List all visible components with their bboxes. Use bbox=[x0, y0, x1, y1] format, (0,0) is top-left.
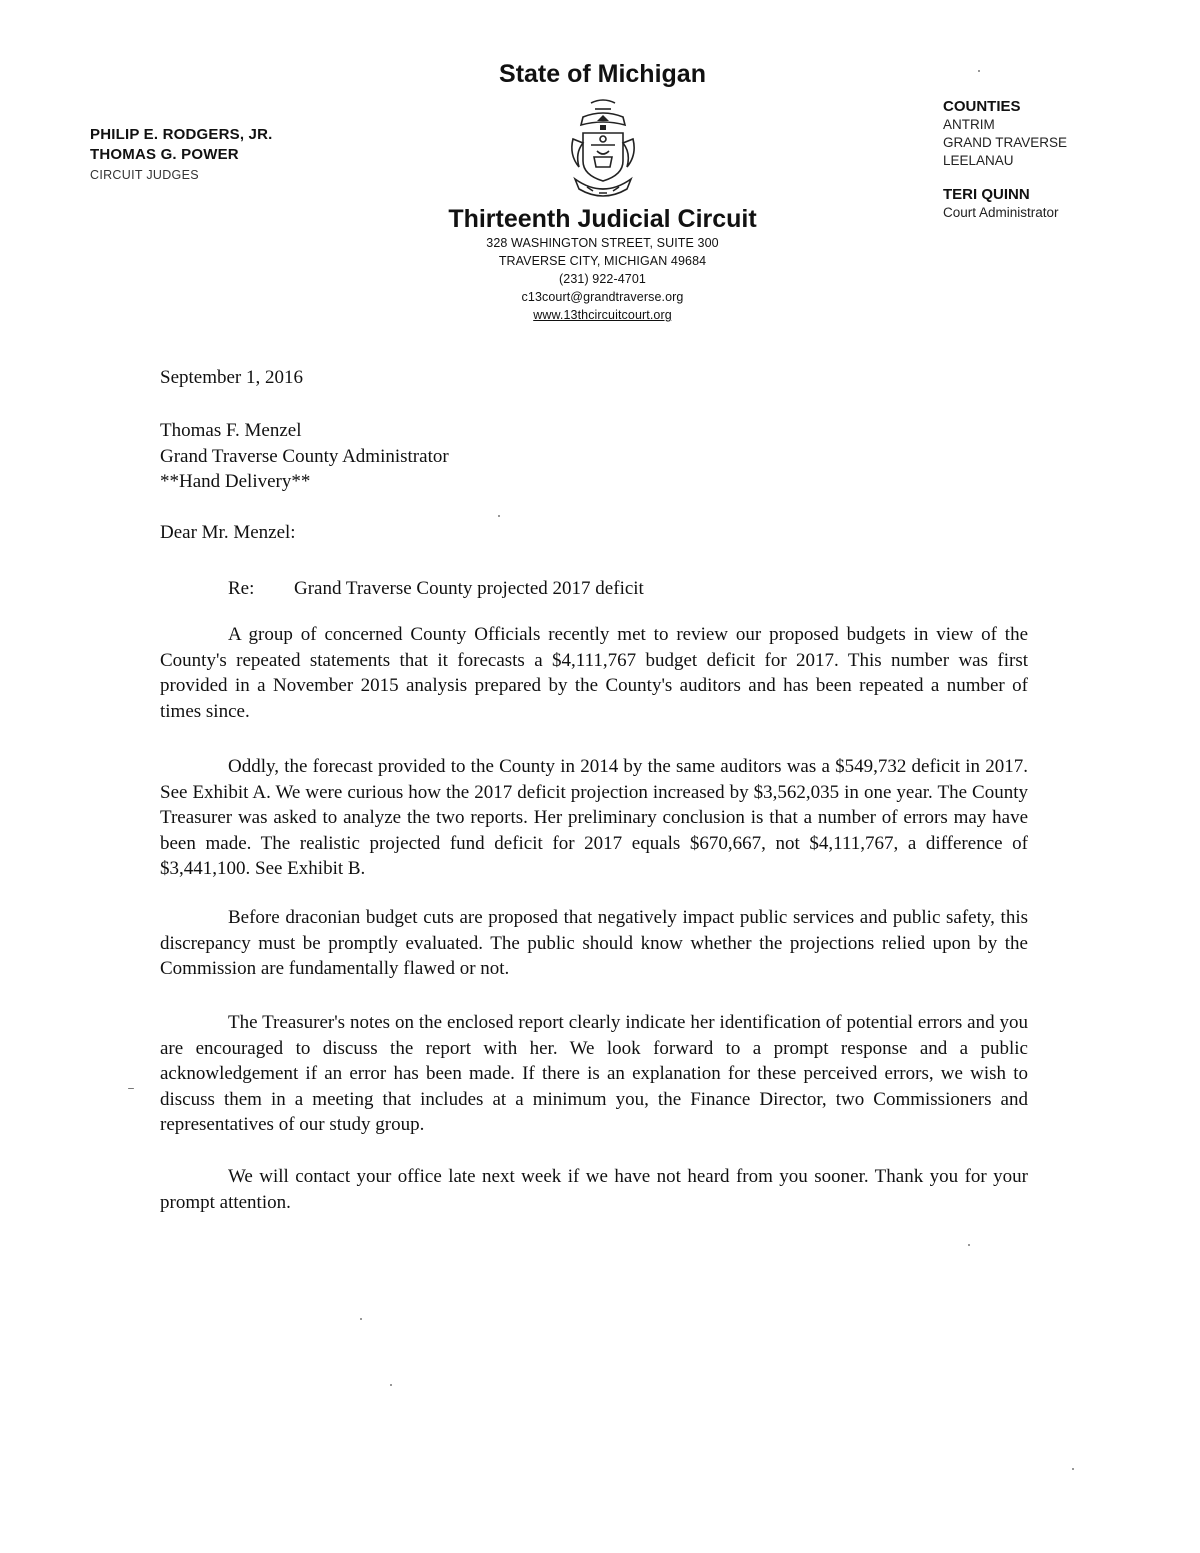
judge-name: PHILIP E. RODGERS, JR. bbox=[90, 126, 273, 143]
counties-block bbox=[943, 98, 1067, 222]
address-line: TRAVERSE CITY, MICHIGAN 49684 bbox=[498, 254, 707, 268]
scan-speck bbox=[498, 515, 500, 517]
circuit-title: Thirteenth Judicial Circuit bbox=[448, 205, 757, 233]
delivery-note: **Hand Delivery** bbox=[160, 471, 311, 492]
email-address: c13court@grandtraverse.org bbox=[521, 290, 684, 304]
administrator-name: TERI QUINN bbox=[943, 186, 1030, 203]
scan-speck bbox=[1072, 1468, 1074, 1470]
re-label: Re: bbox=[228, 578, 255, 599]
re-subject: Grand Traverse County projected 2017 deficit bbox=[294, 578, 644, 599]
body-paragraph: The Treasurer's notes on the enclosed report clearly indicate her identification of potential errors and you are encouraged to discuss the report with her. We look forward to a prompt response and a public acknowledgement if an error has been made. If there is an explanation for these perceived errors, we wish to discuss them in a meeting that includes at a minimum you, the Finance Director, two Commissioners and representatives of our study group. bbox=[160, 1012, 1028, 1135]
county-name: GRAND TRAVERSE bbox=[943, 135, 1068, 150]
county-name: LEELANAU bbox=[943, 153, 1014, 168]
state-title: State of Michigan bbox=[499, 60, 706, 88]
body-paragraph: We will contact your office late next week if we have not heard from you sooner. Thank you for your prompt attention. bbox=[160, 1166, 1028, 1213]
recipient-name: Thomas F. Menzel bbox=[160, 420, 302, 441]
scan-speck bbox=[128, 1088, 134, 1089]
scan-speck bbox=[978, 70, 980, 72]
website-link[interactable]: www.13thcircuitcourt.org bbox=[533, 308, 672, 322]
scan-speck bbox=[968, 1244, 970, 1246]
phone-number: (231) 922-4701 bbox=[559, 272, 646, 286]
scan-speck bbox=[390, 1384, 392, 1386]
judges-block bbox=[90, 125, 273, 185]
recipient-block bbox=[160, 418, 1028, 495]
judges-title: CIRCUIT JUDGES bbox=[90, 168, 199, 182]
salutation: Dear Mr. Menzel: bbox=[160, 522, 296, 543]
body-paragraph: Before draconian budget cuts are proposed that negatively impact public services and public safety, this discrepancy must be promptly evaluated. The public should know whether the projections relied upon by the Commission are fundamentally flawed or not. bbox=[160, 907, 1028, 979]
re-line bbox=[228, 578, 644, 600]
body-paragraph: A group of concerned County Officials recently met to review our proposed budgets in view of the County's repeated statements that it forecasts a $4,111,767 budget deficit for 2017. This number was first provided in a November 2015 analysis prepared by the County's auditors and has been repeated a number of times since. bbox=[160, 624, 1028, 722]
state-seal-icon bbox=[553, 95, 653, 203]
scan-speck bbox=[360, 1318, 362, 1320]
judge-name: THOMAS G. POWER bbox=[90, 146, 239, 163]
administrator-title: Court Administrator bbox=[943, 205, 1059, 220]
body-paragraph: Oddly, the forecast provided to the County in 2014 by the same auditors was a $549,732 deficit in 2017. See Exhibit A. We were curious how the 2017 deficit projection increased by $3,562,035 in one year. The County Treasurer was asked to analyze the two reports. Her preliminary conclusion is that a number of errors may have been made. The realistic projected fund deficit for 2017 equals $670,667, not $4,111,767, a difference of $3,441,100. See Exhibit B. bbox=[160, 756, 1028, 879]
counties-heading: COUNTIES bbox=[943, 98, 1021, 115]
letter-date: September 1, 2016 bbox=[160, 367, 304, 388]
county-name: ANTRIM bbox=[943, 117, 995, 132]
address-line: 328 WASHINGTON STREET, SUITE 300 bbox=[486, 236, 719, 250]
letterhead-center bbox=[430, 60, 775, 324]
recipient-title: Grand Traverse County Administrator bbox=[160, 445, 449, 467]
